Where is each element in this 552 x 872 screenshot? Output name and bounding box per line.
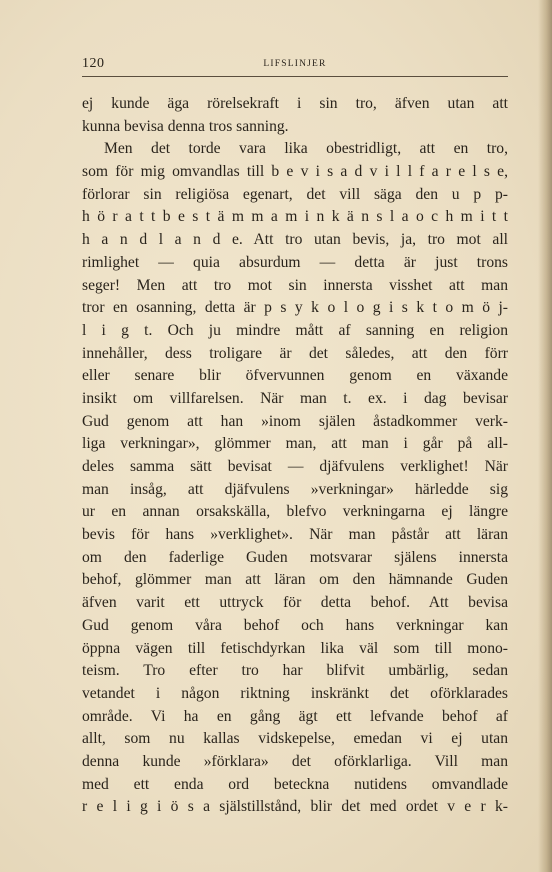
body-text: [82, 93, 508, 819]
text-line: allt, som nu kallas vidskepelse, emedan vi ej utan: [82, 730, 508, 748]
text-line: område. Vi ha en gång ägt ett lefvande behof af: [82, 707, 508, 725]
page-number: 120: [82, 56, 105, 71]
text-line: tror en osanning, detta är p s y k o l o g i s k t o m ö j-: [82, 299, 508, 317]
text-line: eller senare blir öfvervunnen genom en växande: [82, 367, 508, 385]
text-line: Men det torde vara lika obestridligt, att en tro,: [104, 140, 508, 158]
page-header: [82, 56, 508, 76]
running-head: LIFSLINJER: [263, 59, 327, 69]
text-line: l i g t. Och ju mindre mått af sanning en religion: [82, 321, 508, 339]
text-line: h ö r a t t b e s t ä m m a m i n k ä n s l a o c h m i t t: [82, 208, 508, 226]
text-line: deles samma sätt bevisat — djäfvulens verklighet! När: [82, 458, 508, 475]
text-line: vetandet i någon riktning inskränkt det oförklarades: [82, 684, 508, 702]
text-line: med ett enda ord beteckna nutidens omvandlade: [82, 775, 508, 793]
text-line: teism. Tro efter tro har blifvit umbärlig, sedan: [82, 662, 508, 680]
text-line: man insåg, att djäfvulens »verkningar» härledde sig: [82, 480, 508, 498]
text-line: kunna bevisa denna tros sanning.: [82, 117, 289, 135]
text-line: bevis för hans »verklighet». När man påstår att läran: [82, 526, 508, 544]
text-line: rimlighet — quia absurdum — detta är just trons: [82, 253, 508, 271]
text-line: insikt om villfarelsen. När man t. ex. i dag bevisar: [82, 389, 508, 407]
text-line: Gud genom att han »inom själen åstadkommer verk-: [82, 412, 508, 430]
text-line: r e l i g i ö s a själstillstånd, blir det med ordet v e r k-: [82, 798, 508, 816]
text-line: som för mig omvandlas till b e v i s a d v i l l f a r e l s e,: [82, 163, 508, 181]
text-line: ur en annan orsakskälla, blefvo verkningarna ej längre: [82, 503, 508, 521]
text-line: denna kunde »förklara» det oförklarliga. Vill man: [82, 752, 508, 770]
text-line: seger! Men att tro mot sin innersta visshet att man: [82, 276, 508, 294]
text-line: behof, glömmer man att läran om den hämnande Guden: [82, 571, 508, 589]
text-line: liga verkningar», glömmer man, att man i går på all-: [82, 435, 508, 453]
text-line: äfven varit ett uttryck för detta behof. Att bevisa: [82, 594, 508, 612]
text-line: Gud genom våra behof och hans verkningar kan: [82, 616, 508, 634]
page-gutter-shadow: [538, 0, 552, 872]
text-line: öppna vägen till fetischdyrkan lika väl som till mono-: [82, 639, 508, 657]
text-line: h a n d l a n d e. Att tro utan bevis, ja, tro mot all: [82, 231, 508, 249]
header-rule: [82, 76, 508, 77]
text-line: förlorar sin religiösa egenart, det vill säga den u p p-: [82, 185, 508, 203]
text-line: om den faderlige Guden motsvarar själens innersta: [82, 548, 508, 566]
text-line: innehåller, dess troligare är det således, att den förr: [82, 344, 508, 362]
text-line: ej kunde äga rörelsekraft i sin tro, äfven utan att: [82, 95, 508, 112]
